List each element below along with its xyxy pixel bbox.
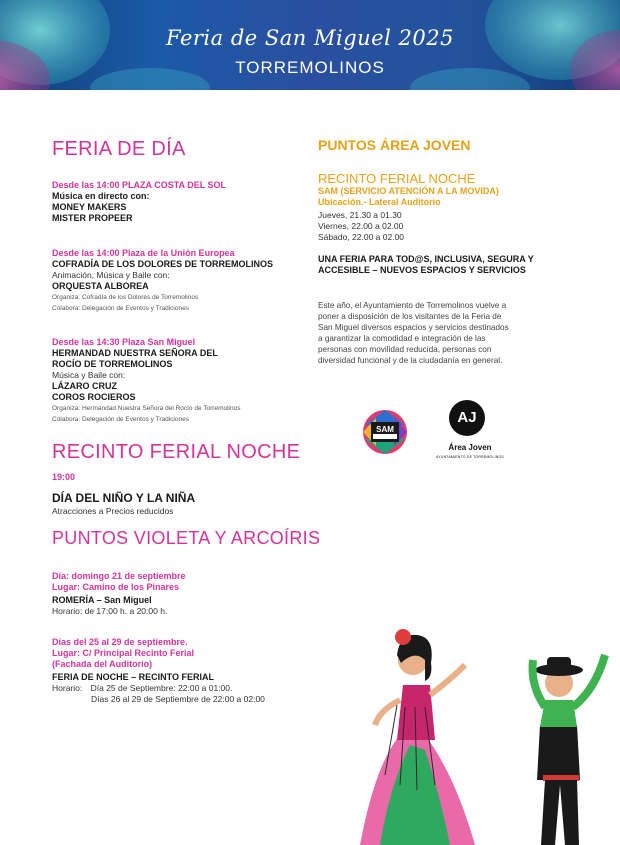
recinto-sub: Atracciones a Precios reducidos [52, 506, 174, 516]
paragraph-line: personas con movilidad reducida, personas con [318, 345, 492, 354]
recinto-time: 19:00 [52, 472, 76, 482]
flamenco-dancers-illustration [355, 615, 620, 845]
item-horario: Horario: de 17:00 h. a 20:00 h. [52, 606, 168, 616]
event-when: Desde las 14:00 Plaza de la Unión Europea [52, 248, 235, 258]
banner-title: Feria de San Miguel 2025 [166, 26, 454, 50]
recinto-event [52, 472, 195, 517]
area-joven-section [318, 137, 470, 153]
item-title: ROMERÍA – San Miguel [52, 595, 152, 605]
sam-ubicacion: Ubicación.- Lateral Auditorio [318, 197, 441, 207]
event-act: MISTER PROPEER [52, 213, 133, 223]
item-dia: Día: domingo 21 de septiembre [52, 571, 186, 581]
area-joven-heading: PUNTOS ÁREA JOVEN [318, 137, 471, 153]
event-intro: Animación, Música y Baile con: [52, 270, 170, 280]
event-title: COFRADÍA DE LOS DOLORES DE TORREMOLINOS [52, 259, 274, 269]
aj-logo-circle: AJ [449, 400, 485, 436]
item-horario-label: Horario: [52, 683, 83, 693]
event-organiza: Organiza: Cofradía de los Dolores de Torremolinos [52, 294, 199, 301]
recinto-section [52, 441, 300, 464]
header-banner [0, 0, 620, 90]
item-horario-row [52, 683, 265, 694]
info-paragraph [318, 300, 509, 366]
event-plaza-union-europea [52, 248, 273, 314]
sam-logo [362, 405, 408, 459]
item-lugar: Lugar: C/ Principal Recinto Ferial [52, 648, 195, 658]
aj-logo-small: AYUNTAMIENTO DE TORREMOLINOS [436, 455, 504, 459]
event-act: LÁZARO CRUZ [52, 381, 117, 391]
item-lugar: Lugar: Camino de los Pinares [52, 582, 180, 592]
hours-line: Jueves, 21.30 a 01.30 [318, 210, 402, 220]
paragraph-line: poner a disposición de los visitantes de la Feria de [318, 312, 502, 321]
event-title: ROCÍO DE TORREMOLINOS [52, 359, 173, 369]
violeta-item-romeria [52, 571, 186, 617]
area-joven-logo [436, 400, 510, 462]
violeta-heading: PUNTOS VIOLETA Y ARCOÍRIS [52, 528, 321, 548]
paragraph-line: San Miguel diversos espacios y servicios destinados [318, 323, 509, 332]
event-act: MONEY MAKERS [52, 202, 127, 212]
item-horario-1: Día 25 de Septiembre: 22:00 a 01:00. [90, 683, 233, 693]
event-intro: Música y Baile con: [52, 370, 126, 380]
feria-dia-heading: FERIA DE DÍA [52, 138, 186, 160]
feria-dia-section [52, 138, 186, 161]
item-dias: Días del 25 al 29 de septiembre. [52, 637, 188, 647]
event-when: Desde las 14:30 Plaza San Miguel [52, 337, 196, 347]
event-title: HERMANDAD NUESTRA SEÑORA DEL [52, 348, 218, 358]
violeta-section [52, 528, 320, 549]
item-lugar: (Fachada del Auditorio) [52, 659, 153, 669]
area-joven-recinto [318, 171, 499, 243]
paragraph-line: Este año, el Ayuntamiento de Torremolinos vuelve a [318, 301, 507, 310]
sam-service: SAM (SERVICIO ATENCIÓN A LA MOVIDA) [318, 186, 499, 196]
hours-line: Viernes, 22.00 a 02.00 [318, 221, 404, 231]
event-colabora: Colabora: Delegación de Eventos y Tradiciones [52, 416, 189, 423]
event-plaza-costa-del-sol [52, 180, 226, 224]
recinto-heading: RECINTO FERIAL NOCHE [52, 441, 301, 463]
event-when: Desde las 14:00 PLAZA COSTA DEL SOL [52, 180, 227, 190]
event-colabora: Colabora: Delegación de Eventos y Tradiciones [52, 305, 189, 312]
female-dancer [360, 629, 475, 845]
event-organiza: Organiza: Hermandad Nuestra Señora del Rocío de Torremolinos [52, 405, 241, 412]
sam-logo-text: SAM [376, 425, 394, 434]
violeta-item-feria-noche [52, 637, 265, 705]
event-intro: Música en directo con: [52, 191, 150, 201]
male-dancer [533, 655, 606, 845]
event-plaza-san-miguel [52, 337, 240, 425]
hours-line: Sábado, 22.00 a 02.00 [318, 232, 405, 242]
area-joven-subheading: RECINTO FERIAL NOCHE [318, 171, 476, 186]
slogan [318, 254, 534, 276]
item-horario-2: Días 26 al 29 de Septiembre de 22:00 a 02:00 [91, 694, 265, 704]
slogan-line: UNA FERIA PARA TOD@S, INCLUSIVA, SEGURA Y [318, 254, 534, 264]
slogan-line: ACCESIBLE – NUEVOS ESPACIOS Y SERVICIOS [318, 265, 526, 275]
paragraph-line: a garantizar la comodidad e integración de las [318, 334, 486, 343]
aj-logo-label: Área Joven [448, 443, 492, 452]
event-act: COROS ROCIEROS [52, 392, 136, 402]
event-act: ORQUESTA ALBOREA [52, 281, 149, 291]
item-title: FERIA DE NOCHE – RECINTO FERIAL [52, 672, 215, 682]
recinto-title: DÍA DEL NIÑO Y LA NIÑA [52, 491, 196, 505]
banner-subtitle: TORREMOLINOS [235, 58, 385, 77]
paragraph-line: diversidad funcional y de la ciudadanía en general. [318, 356, 503, 365]
